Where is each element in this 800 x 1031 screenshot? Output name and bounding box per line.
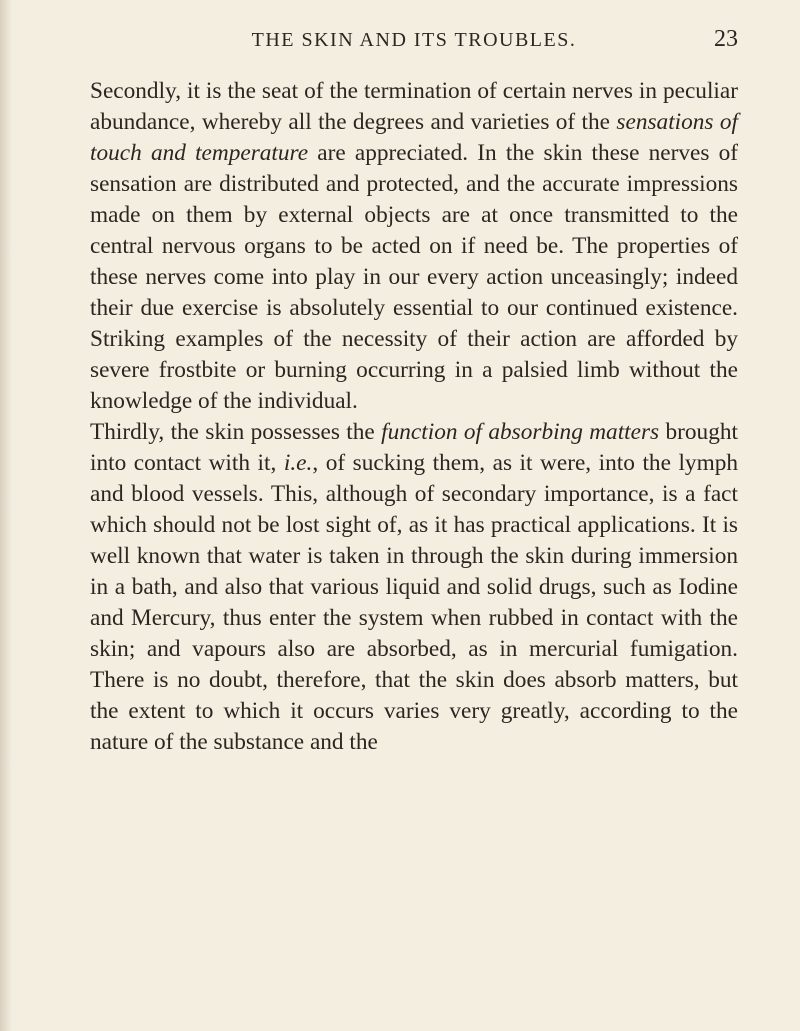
paragraph xyxy=(90,417,738,758)
running-title: THE SKIN AND ITS TROUBLES. xyxy=(251,29,577,51)
text-run: brought into contact with it, xyxy=(90,419,738,476)
italic-phrase: sensations of touch and temperature xyxy=(90,109,739,166)
text-run: Secondly, it is the seat of the termination of certain nerves in peculiar abundance, whereby all the degrees and varieties of the xyxy=(90,78,738,135)
text-run: , of sucking them, as it were, into the lymph and blood vessels. This, although of secondary importance, is a fact which should not be lost sight of, as it has practical applications. It is well known that water is taken in through the skin during immersion in a bath, and also that various liquid and solid drugs, such as Iodine and Mercury, thus enter the system when rubbed in contact with the skin; and vapours also are absorbed, as in mercurial fumigation. There is no doubt, therefore, that the skin does absorb matters, but the extent to which it occurs varies very greatly, according to the nature of the substance and the xyxy=(90,450,738,755)
italic-phrase: function of absorbing matters xyxy=(381,419,660,445)
page-number: 23 xyxy=(714,26,738,52)
text-run: are appreciated. In the skin these nerves of sensation are distributed and protected, and the accurate impressions made on them by external objects are at once transmitted to the central nervous organs to be acted on if need be. The properties of these nerves come into play in our every action unceasingly; indeed their due exercise is absolutely essential to our continued existence. Striking examples of the necessity of their action are afforded by severe frostbite or burning occurring in a palsied limb without the knowledge of the individual. xyxy=(90,140,738,414)
text-run: Thirdly, the skin possesses the xyxy=(90,419,382,445)
body-text xyxy=(90,76,738,758)
running-head xyxy=(90,26,738,56)
page-gutter-shadow xyxy=(0,0,12,1031)
italic-phrase: i.e. xyxy=(283,450,313,476)
paragraph xyxy=(90,76,738,417)
